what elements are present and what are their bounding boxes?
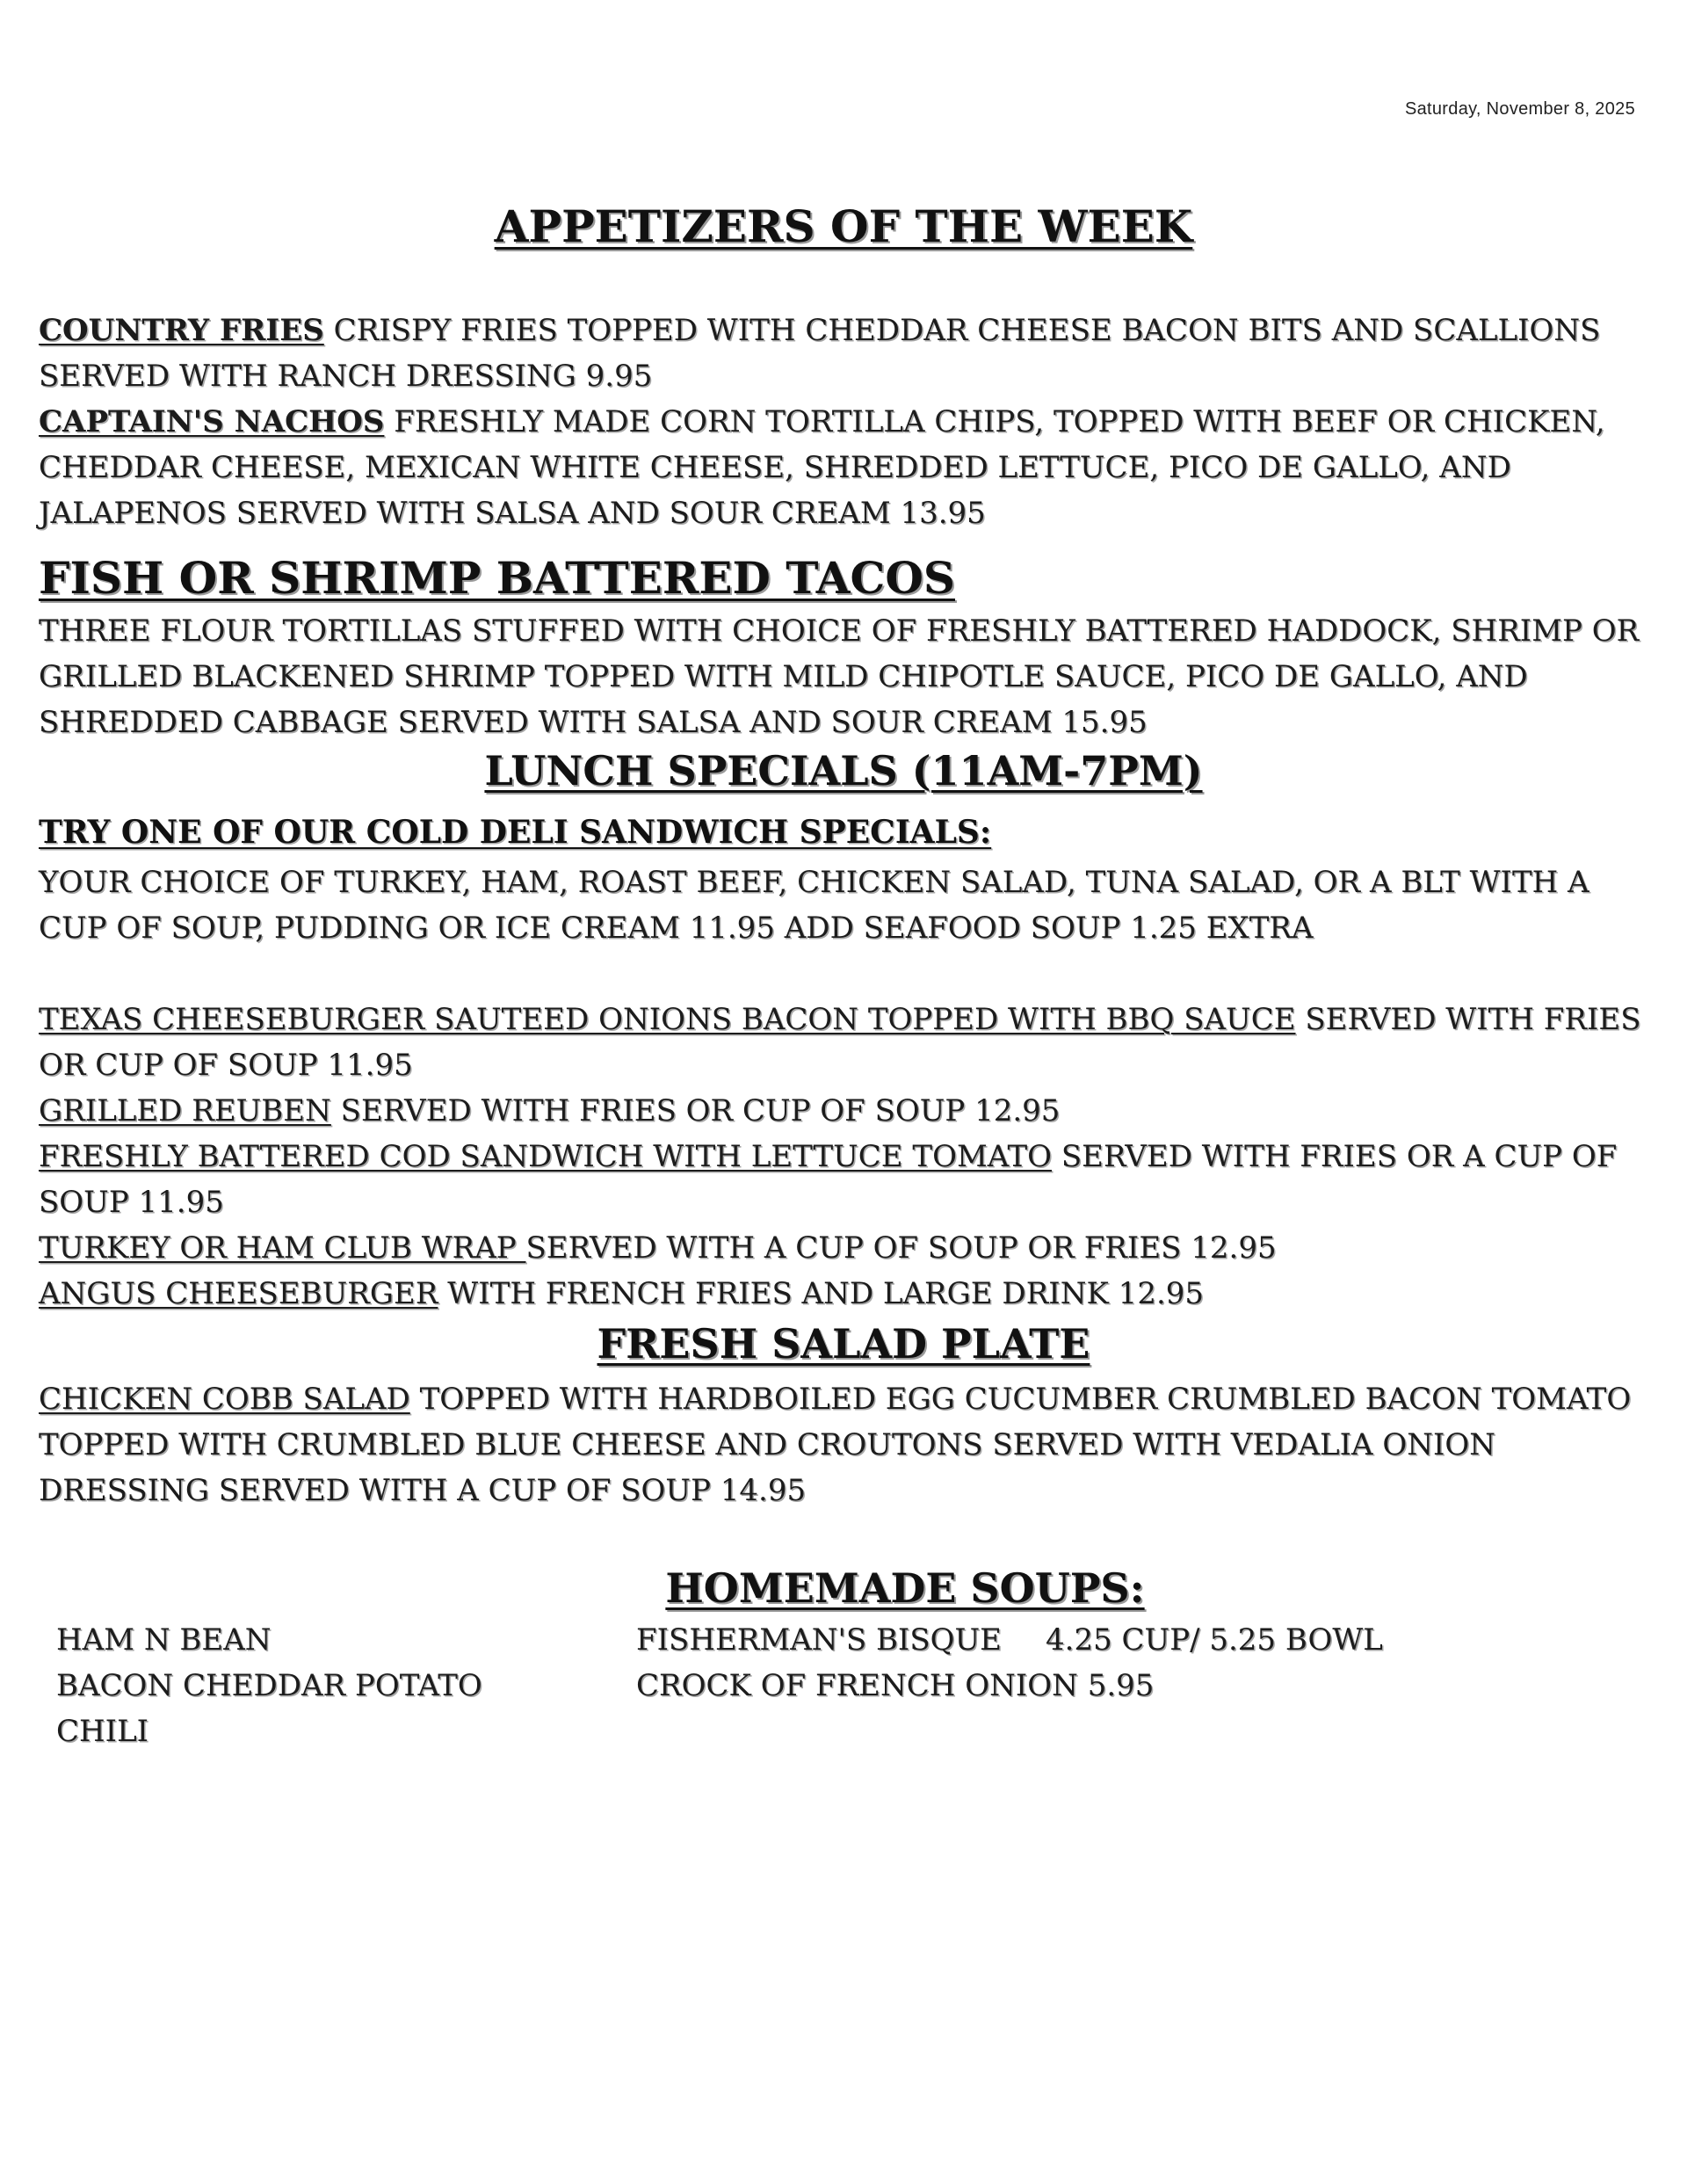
salad-name: CHICKEN COBB SALAD <box>39 1382 410 1417</box>
appetizer-name: CAPTAIN'S NACHOS <box>39 404 385 439</box>
lunch-item <box>39 1271 1647 1317</box>
salad-heading: FRESH SALAD PLATE <box>597 1320 1090 1368</box>
lunch-specials-heading: LUNCH SPECIALS (11AM-7PM) <box>484 747 1203 795</box>
lunch-item-name: ANGUS CHEESEBURGER <box>39 1276 438 1311</box>
tacos-description: THREE FLOUR TORTILLAS STUFFED WITH CHOICE OF FRESHLY BATTERED HADDOCK, SHRIMP OR GRILLED BLACKENED SHRIMP TOPPED WITH MILD CHIPOTLE SAUCE, PICO DE GALLO, AND SHREDDED CABBAGE SERVED WITH SALSA AND SOUR CREAM 15.95 <box>39 613 1640 740</box>
tacos-heading: FISH OR SHRIMP BATTERED TACOS <box>39 552 956 604</box>
deli-description: YOUR CHOICE OF TURKEY, HAM, ROAST BEEF, CHICKEN SALAD, TUNA SALAD, OR A BLT WITH A CUP OF SOUP, PUDDING OR ICE CREAM 11.95 ADD SEAFOOD SOUP 1.25 EXTRA <box>39 865 1589 946</box>
lunch-items <box>39 997 1647 1317</box>
lunch-item-name: TURKEY OR HAM CLUB WRAP <box>39 1230 526 1266</box>
deli-heading: TRY ONE OF OUR COLD DELI SANDWICH SPECIALS: <box>39 814 992 851</box>
lunch-item <box>39 1088 1647 1134</box>
soups-heading: HOMEMADE SOUPS: <box>665 1564 1145 1612</box>
salad-description: TOPPED WITH HARDBOILED EGG CUCUMBER CRUMBLED BACON TOMATO TOPPED WITH CRUMBLED BLUE CHEESE AND CROUTONS SERVED WITH VEDALIA ONION DRESSING SERVED WITH A CUP OF SOUP 14.95 <box>39 1382 1632 1508</box>
lunch-item-description: SERVED WITH FRIES OR A CUP OF SOUP 11.95 <box>39 1139 1618 1220</box>
soup-name: FISHERMAN'S BISQUE <box>636 1622 1003 1658</box>
appetizer-description: CRISPY FRIES TOPPED WITH CHEDDAR CHEESE BACON BITS AND SCALLIONS SERVED WITH RANCH DRESSING 9.95 <box>39 313 1601 394</box>
soup-item <box>636 1663 1383 1709</box>
soup-item: CHILI <box>56 1714 149 1749</box>
appetizer-item <box>39 399 1647 536</box>
soup-item <box>636 1617 1383 1663</box>
soups-left-column <box>56 1617 482 1754</box>
appetizers-section <box>39 308 1647 536</box>
soup-item: HAM N BEAN <box>56 1622 272 1658</box>
lunch-item <box>39 1134 1647 1225</box>
lunch-item <box>39 1225 1647 1271</box>
lunch-item-description: SERVED WITH FRIES OR CUP OF SOUP 11.95 <box>39 1002 1641 1083</box>
appetizer-name: COUNTRY FRIES <box>39 313 324 348</box>
soup-name: CROCK OF FRENCH ONION 5.95 <box>636 1668 1155 1703</box>
lunch-item-description: WITH FRENCH FRIES AND LARGE DRINK 12.95 <box>438 1276 1205 1311</box>
appetizer-item <box>39 308 1647 399</box>
lunch-item-name: FRESHLY BATTERED COD SANDWICH WITH LETTUCE TOMATO <box>39 1139 1053 1174</box>
appetizers-heading: APPETIZERS OF THE WEEK <box>494 200 1193 252</box>
lunch-item-description: SERVED WITH A CUP OF SOUP OR FRIES 12.95 <box>525 1230 1277 1266</box>
soup-item: BACON CHEDDAR POTATO <box>56 1668 482 1703</box>
lunch-item <box>39 997 1647 1088</box>
lunch-item-name: TEXAS CHEESEBURGER SAUTEED ONIONS BACON TOPPED WITH BBQ SAUCE <box>39 1002 1296 1037</box>
appetizer-description: FRESHLY MADE CORN TORTILLA CHIPS, TOPPED WITH BEEF OR CHICKEN, CHEDDAR CHEESE, MEXICAN WHITE CHEESE, SHREDDED LETTUCE, PICO DE GALLO, AND JALAPENOS SERVED WITH SALSA AND SOUR CREAM 13.95 <box>39 404 1605 531</box>
soups-right-column <box>636 1617 1383 1709</box>
salad-item <box>39 1376 1647 1513</box>
soup-price: 4.25 CUP/ 5.25 BOWL <box>1046 1622 1383 1658</box>
lunch-item-description: SERVED WITH FRIES OR CUP OF SOUP 12.95 <box>330 1093 1061 1128</box>
lunch-item-name: GRILLED REUBEN <box>39 1093 331 1128</box>
menu-date: Saturday, November 8, 2025 <box>1404 99 1635 119</box>
